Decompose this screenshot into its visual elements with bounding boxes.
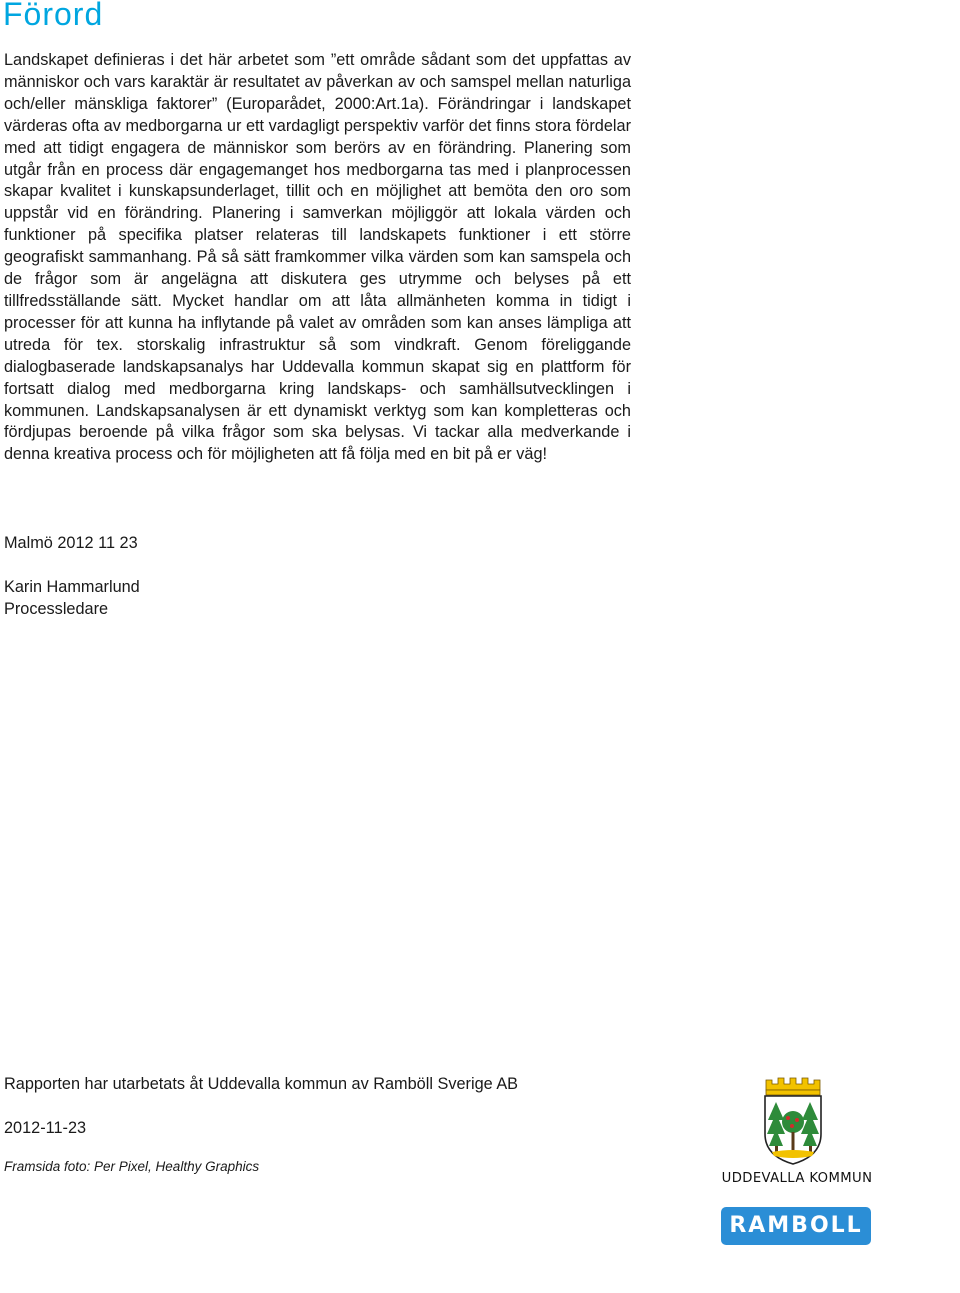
place-and-date: Malmö 2012 11 23 <box>4 534 138 552</box>
uddevalla-coat-of-arms-icon <box>762 1076 824 1166</box>
signature-block <box>4 576 140 620</box>
uddevalla-kommun-wordmark: UDDEVALLA KOMMUN <box>721 1171 873 1186</box>
signer-name: Karin Hammarlund <box>4 578 140 596</box>
foreword-paragraph: Landskapet definieras i det här arbetet som ”ett område sådant som det uppfattas av människor och vars karaktär är resultatet av påverkan av och samspel mellan naturliga och/eller mänskliga faktorer” (Europarådet, 2000:Art.1a). Förändringar i landskapet värderas ofta av medborgarna ur ett vardagligt perspektiv varför det finns stora fördelar med att tidigt engagera de människor som berörs av en förändring. Planering som utgår från en process där engagemanget hos medborgarna tas med i planprocessen skapar kvalitet i kunskapsunderlaget, tillit och en möjlighet att bemöta den oro som uppstår vid en förändring. Planering i samverkan möjliggör att lokala värden och funktioner på specifika platser relateras till landskapets funktioner i ett större geografiskt sammanhang. På så sätt framkommer vilka värden som kan samspela och de frågor som är angelägna att diskutera ges utrymme och belyses på ett tillfredsställande sätt. Mycket handlar om att låta allmänheten komma in tidigt i processer för att kunna ha inflytande på valet av områden som kan anses lämpliga att utreda för tex. storskalig infrastruktur så som vindkraft. Genom föreliggande dialogbaserade landskapsanalys har Uddevalla kommun skapat sig en plattform för fortsatt dialog med medborgarna kring landskaps- och samhällsutvecklingen i kommunen. Landskapsanalysen är ett dynamiskt verktyg som kan kompletteras och fördjupas beroende på vilka frågor som ska belysas. Vi tackar alla medverkande i denna kreativa process och för möjligheten att få följa med en bit på er väg! <box>4 51 631 464</box>
ramboll-wordmark: RAMBOLL <box>729 1213 863 1238</box>
logo-block <box>712 1074 882 1254</box>
report-date: 2012-11-23 <box>4 1119 87 1137</box>
ramboll-logo <box>721 1207 871 1245</box>
photo-credit: Framsida foto: Per Pixel, Healthy Graphics <box>4 1159 260 1174</box>
page-title: Förord <box>3 0 104 32</box>
report-attribution: Rapporten har utarbetats åt Uddevalla kommun av Ramböll Sverige AB <box>4 1075 519 1093</box>
signer-role: Processledare <box>4 600 109 618</box>
